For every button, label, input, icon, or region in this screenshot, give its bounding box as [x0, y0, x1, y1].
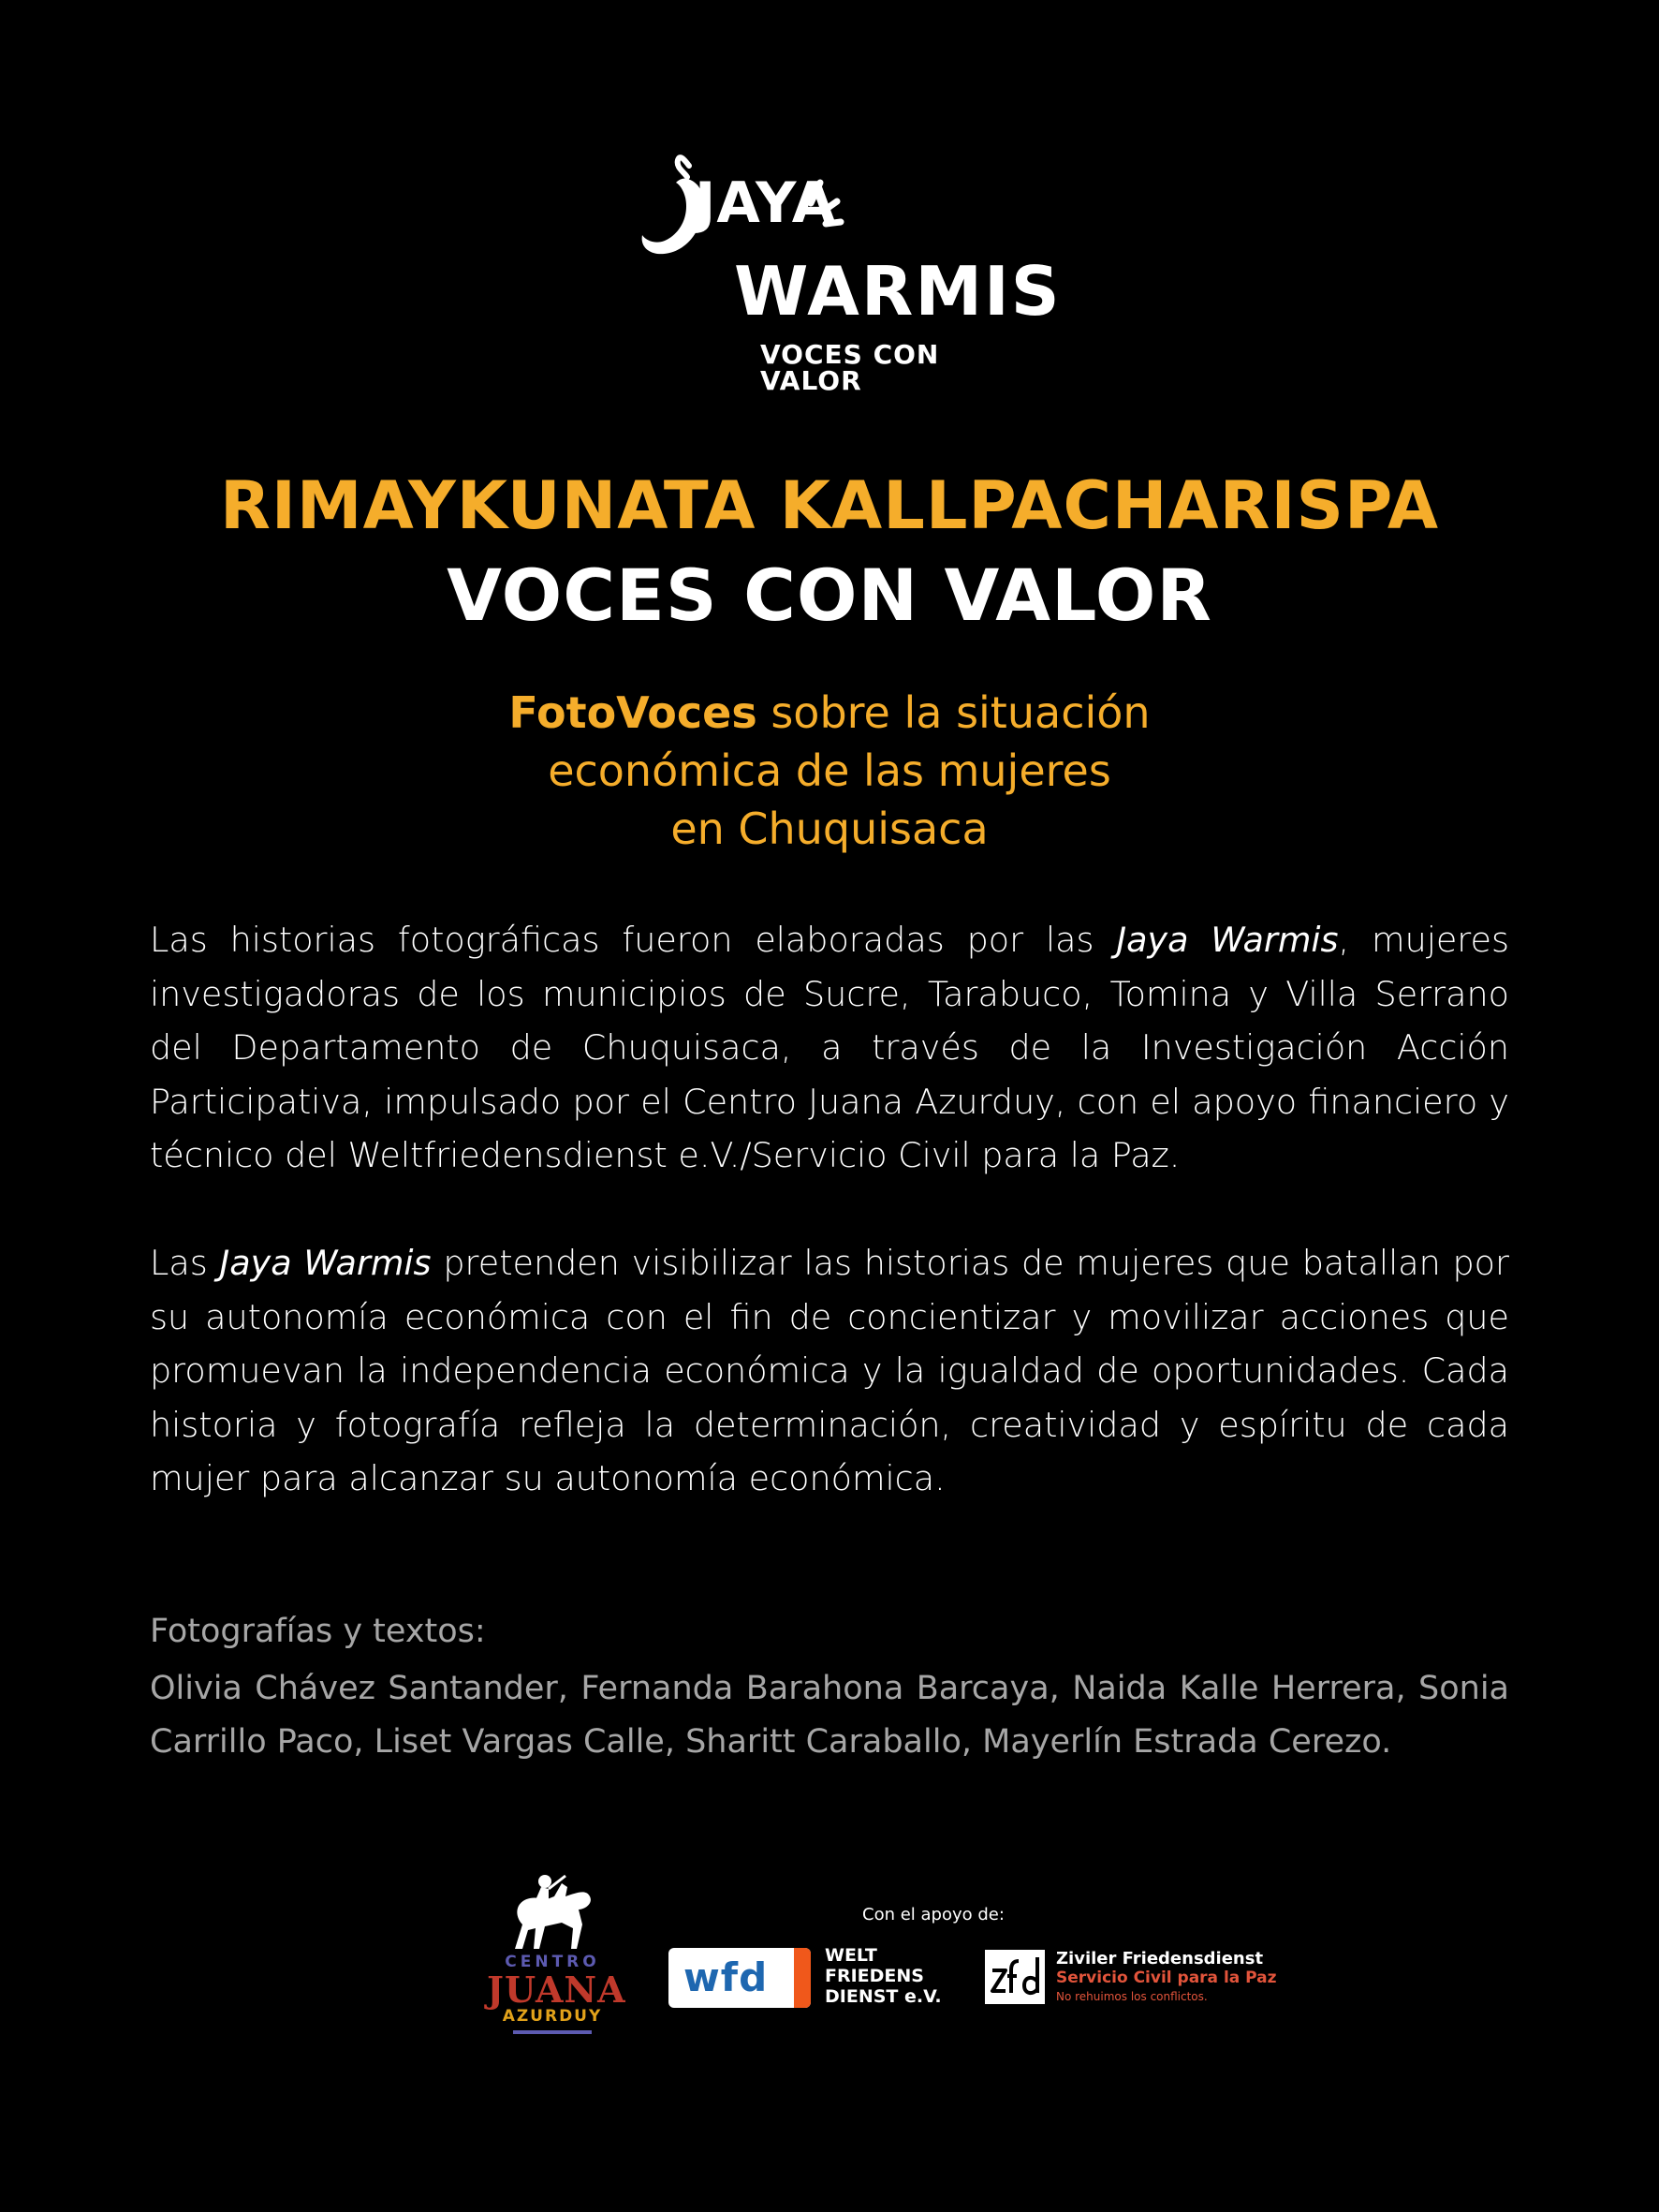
- subtitle-line-2: económica de las mujeres: [548, 745, 1111, 796]
- logo-word-jaya: JAYA: [695, 170, 837, 236]
- credits-names: Olivia Chávez Santander, Fernanda Barahona Barcaya, Naida Kalle Herrera, Sonia Carrillo Paco, Liset Vargas Calle, Sharitt Caraballo, Mayerlín Estrada Cerezo.: [150, 1670, 1509, 1761]
- subtitle-line-1-rest: sobre la situación: [756, 687, 1151, 738]
- zfd-logo-icon: [985, 1950, 1045, 2004]
- support-label: Con el apoyo de:: [862, 1905, 1005, 1924]
- intro-paragraph: [150, 913, 1509, 1183]
- purpose-paragraph: [150, 1236, 1509, 1506]
- heading-spanish: VOCES CON VALOR: [447, 553, 1212, 637]
- wfd-logo-mark: wfd: [683, 1954, 769, 2000]
- wfd-organization-name: [825, 1945, 942, 2007]
- wfd-logo-orange-bar: [794, 1948, 811, 2008]
- intro-paragraph-start: Las historias fotográficas fueron elaboradas por las: [150, 920, 1117, 960]
- jaya-warmis-logo: [637, 155, 1062, 396]
- subtitle: [361, 684, 1298, 858]
- subtitle-brand: FotoVoces: [508, 687, 757, 738]
- purpose-paragraph-start: Las: [150, 1243, 220, 1283]
- wfd-name-line-3: DIENST e.V.: [825, 1986, 942, 2007]
- subtitle-line-3: en Chuquisaca: [670, 804, 989, 854]
- purpose-paragraph-end: pretenden visibilizar las historias de mujeres que batallan por su autonomía económica con el fin de concientizar y movilizar acciones que promuevan la independencia económica y la igualdad de oportunidades. Cada historia y fotografía refleja la determinación, creatividad y espíritu de cada mujer para alcanzar su autonomía económica.: [150, 1243, 1509, 1498]
- wfd-name-line-2: FRIEDENS: [825, 1966, 924, 1986]
- centro-juana-azurduy-logo: [487, 1868, 626, 2037]
- intro-paragraph-italic: Jaya Warmis: [1116, 920, 1339, 960]
- cja-logo-azurduy: AZURDUY: [502, 2007, 603, 2026]
- zfd-motto: No rehuimos los conflictos.: [1056, 1990, 1208, 2003]
- subtitle-line-1: [361, 684, 1298, 742]
- cja-logo-underline: [513, 2030, 592, 2034]
- heading-quechua: RIMAYKUNATA KALLPACHARISPA: [219, 467, 1440, 544]
- cja-logo-centro: CENTRO: [505, 1953, 600, 1971]
- logo-tagline: VOCES CON VALOR: [760, 339, 940, 396]
- cja-logo-juana: JUANA: [487, 1969, 626, 2011]
- purpose-paragraph-italic: Jaya Warmis: [219, 1243, 432, 1283]
- credits-label: Fotografías y textos:: [150, 1613, 486, 1650]
- zfd-name-german: Ziviler Friedensdienst: [1056, 1949, 1264, 1969]
- wfd-logo: [668, 1948, 811, 2008]
- wfd-name-line-1: WELT: [825, 1945, 877, 1966]
- intro-paragraph-end: , mujeres investigadoras de los municipios de Sucre, Tarabuco, Tomina y Villa Serrano del Departamento de Chuquisaca, a través de la Investigación Acción Participativa, impulsado por el Centro Juana Azurduy, con el apoyo financiero y técnico del Weltfriedensdienst e.V./Servicio Civil para la Paz.: [150, 920, 1509, 1175]
- logo-word-warmis: WARMIS: [734, 252, 1062, 331]
- horse-rider-icon: [487, 1868, 618, 1953]
- zfd-name-spanish: Servicio Civil para la Paz: [1056, 1969, 1277, 1987]
- zfd-organization-name: [1056, 1950, 1277, 2006]
